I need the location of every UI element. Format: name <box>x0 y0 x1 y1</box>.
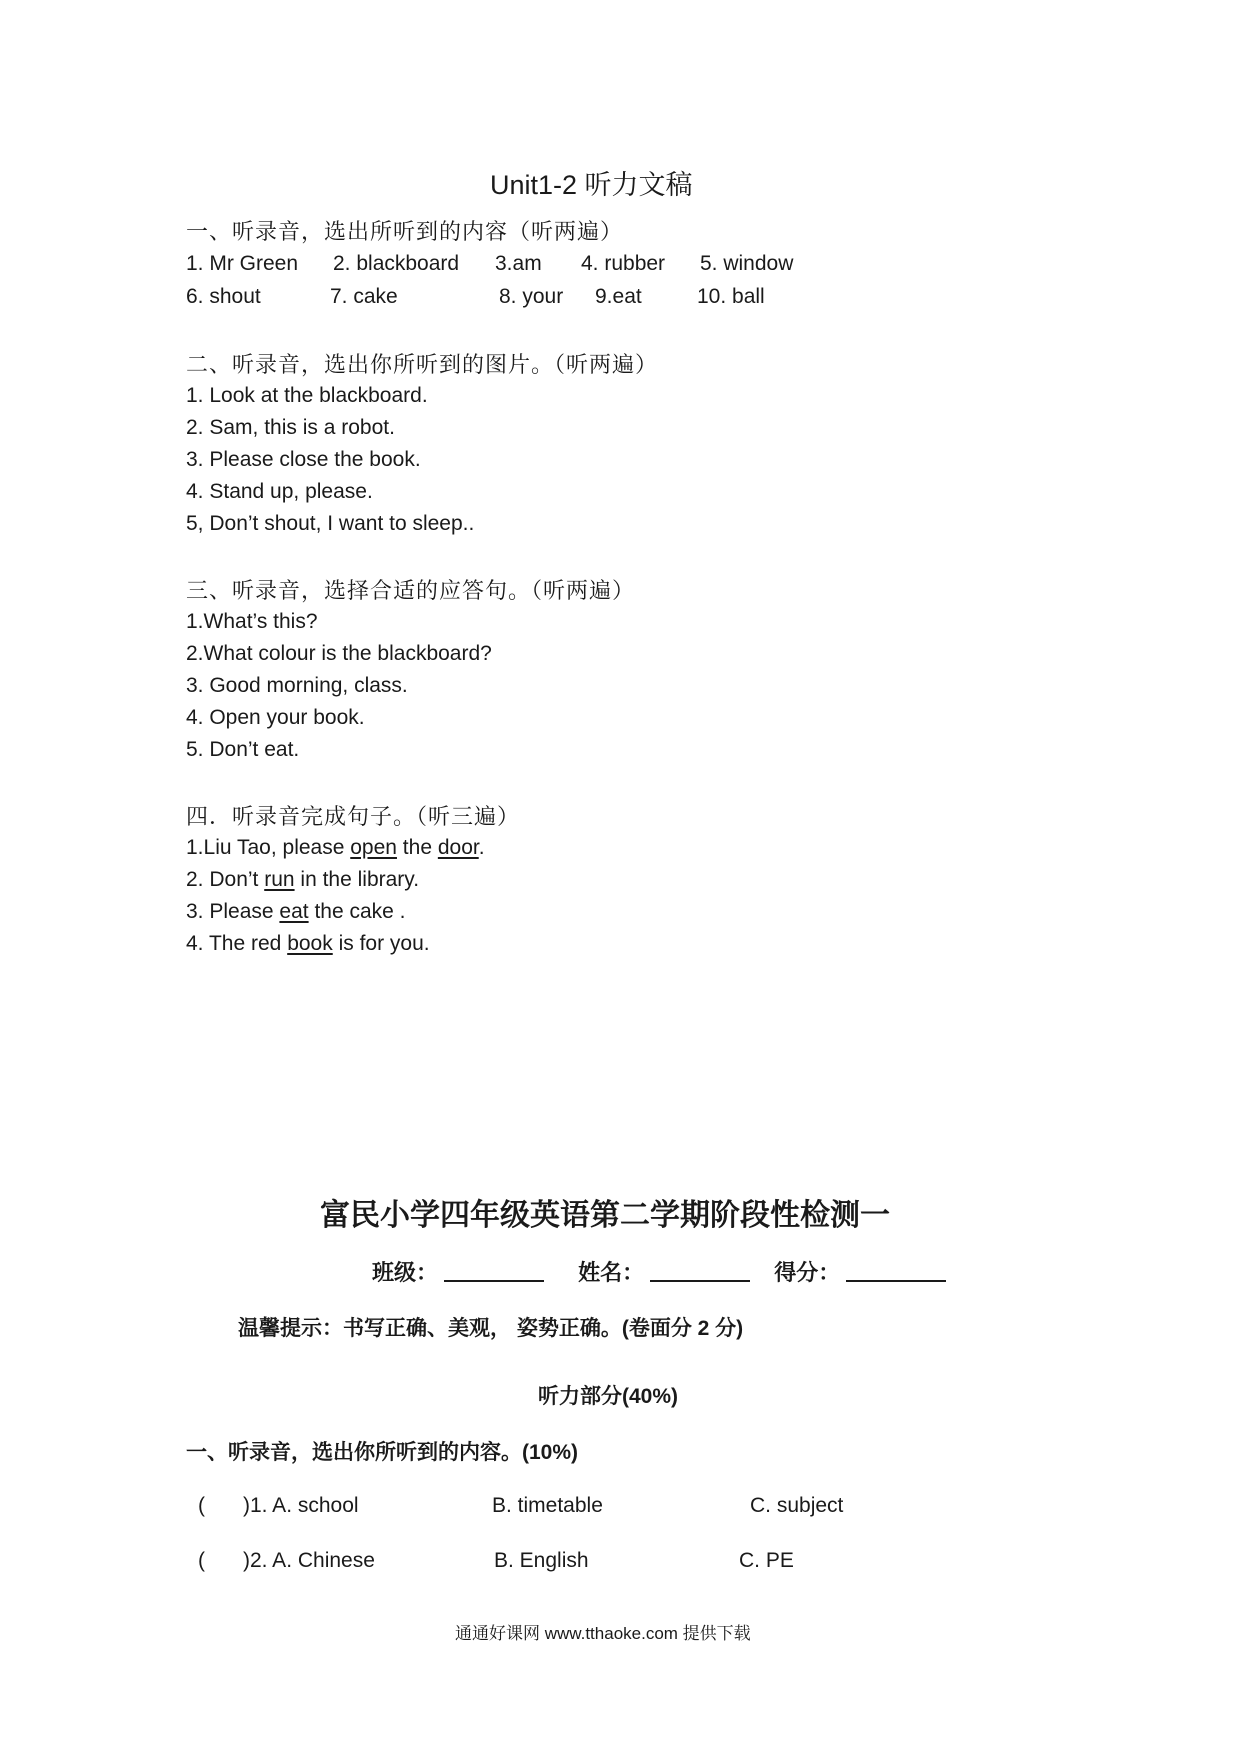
class-label: 班级： <box>372 1260 439 1285</box>
exam-tip: 温馨提示：书写正确、美观， 姿势正确。(卷面分 2 分) <box>238 1317 744 1340</box>
sentence-part: . <box>478 836 485 859</box>
word-item: 10. ball <box>697 285 765 308</box>
list-item <box>186 868 419 892</box>
option-a: )1. A. school <box>243 1494 359 1517</box>
word-item: 9.eat <box>595 285 642 308</box>
list-item: 3. Good morning, class. <box>186 674 408 697</box>
list-item: 4. Open your book. <box>186 706 365 729</box>
list-item <box>186 932 430 956</box>
sentence-part: in the library. <box>294 868 420 891</box>
section3-heading: 三、听录音，选择合适的应答句。（听两遍） <box>186 578 636 603</box>
listening-heading: 听力部分(40%) <box>538 1385 679 1408</box>
answer-word: open <box>350 836 397 859</box>
student-info-row <box>372 1256 946 1287</box>
exam-title: 富民小学四年级英语第二学期阶段性检测一 <box>320 1199 890 1232</box>
word-item: 2. blackboard <box>333 252 460 275</box>
sentence-part: the cake . <box>308 900 406 923</box>
list-item: 4. Stand up, please. <box>186 480 373 503</box>
sentence-part: 2. Don’t <box>186 868 265 891</box>
word-item: 7. cake <box>330 285 398 308</box>
list-item: 1.What’s this? <box>186 610 318 633</box>
sentence-part: the <box>396 836 438 859</box>
sentence-part: is for you. <box>332 932 430 955</box>
list-item: 2. Sam, this is a robot. <box>186 416 395 439</box>
list-item: 2.What colour is the blackboard? <box>186 642 492 665</box>
word-item: 6. shout <box>186 285 261 308</box>
word-item: 8. your <box>499 285 564 308</box>
answer-word: book <box>287 932 333 955</box>
answer-word: eat <box>279 900 309 923</box>
section1-heading: 一、听录音，选出所听到的内容（听两遍） <box>186 219 624 244</box>
option-c: C. subject <box>750 1494 844 1517</box>
answer-paren: ( <box>198 1549 205 1572</box>
name-label: 姓名： <box>578 1260 645 1285</box>
list-item <box>186 900 406 924</box>
list-item <box>186 836 485 860</box>
footer: 通通好课网 www.tthaoke.com 提供下载 <box>455 1624 751 1643</box>
option-b: B. timetable <box>492 1494 603 1517</box>
transcript-title: Unit1-2 听力文稿 <box>490 170 693 200</box>
word-item: 4. rubber <box>581 252 666 275</box>
answer-word: run <box>264 868 295 891</box>
option-c: C. PE <box>739 1549 794 1572</box>
word-item: 3.am <box>495 252 542 275</box>
option-b: B. English <box>494 1549 589 1572</box>
list-item: 5. Don’t eat. <box>186 738 300 761</box>
question1-heading: 一、听录音，选出你所听到的内容。(10%) <box>186 1441 579 1464</box>
list-item: 3. Please close the book. <box>186 448 421 471</box>
list-item: 1. Look at the blackboard. <box>186 384 428 407</box>
sentence-part: 1.Liu Tao, please <box>186 836 351 859</box>
answer-word: door <box>437 836 479 859</box>
answer-paren: ( <box>198 1494 205 1517</box>
sentence-part: 4. The red <box>186 932 288 955</box>
class-blank <box>444 1260 544 1282</box>
score-blank <box>846 1260 946 1282</box>
score-label: 得分： <box>774 1260 841 1285</box>
word-item: 1. Mr Green <box>186 252 299 275</box>
name-blank <box>650 1260 750 1282</box>
section4-heading: 四．听录音完成句子。（听三遍） <box>186 804 521 829</box>
word-item: 5. window <box>700 252 794 275</box>
sentence-part: 3. Please <box>186 900 280 923</box>
option-a: )2. A. Chinese <box>243 1549 375 1572</box>
list-item: 5, Don’t shout, I want to sleep.. <box>186 512 475 535</box>
section2-heading: 二、听录音，选出你所听到的图片。（听两遍） <box>186 352 659 377</box>
